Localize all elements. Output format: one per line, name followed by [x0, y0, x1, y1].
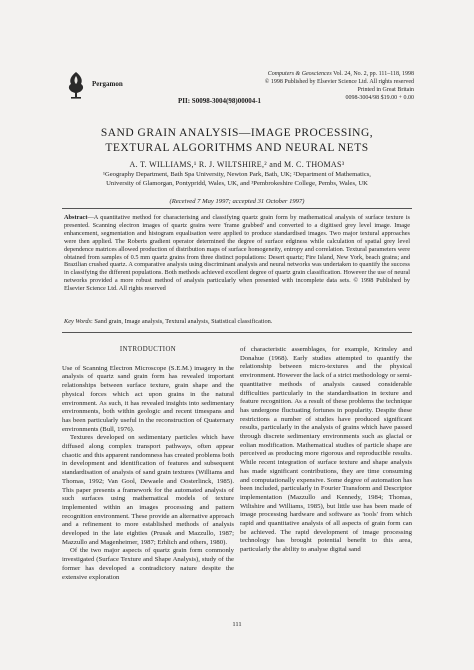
authors: A. T. WILLIAMS,¹ R. J. WILTSHIRE,² and M. C. THOMAS³	[129, 160, 345, 169]
title-line-1: SAND GRAIN ANALYSIS—IMAGE PROCESSING,	[100, 127, 374, 139]
received-dates: (Received 7 May 1997; accepted 31 October 1997)	[169, 198, 305, 205]
abstract-text: —A quantitative method for characterising and classifying quartz grain form by mathematical analysis of surface texture is presented. Scanning electron images of quartz grains were 'frame grabbed' and converted to a digitised grey level image. Image enhancement, segmentation and histogram equalisation were applied to produce standardised images. Two major textural approaches were then applied. The Roberts gradient operator determined the degree of surface edginess while calculation of spatial grey level dependence matrices allowed production of distribution maps of surface homogeneity, entropy and correlation. Textural parameters were obtained from samples of 0.5 mm quartz grains from three distinct populations: Desert quartz; Fire Island, New York, beach grains; and Brazilian crushed quartz. A comparative analysis using discriminant analysis and neural networks was undertaken to quantify the success in classifying the different populations. Both methods achieved excellent degree of quartz grain classification. However the use of neural networks provided a more robust method of analysis particularly when presented with incomplete data sets. © 1998 Published by Elsevier Science Ltd. All rights reserved	[64, 214, 410, 293]
paragraph: of characteristic assemblages, for example, Krinsley and Donahue (1968). Early studies attempted to quantify the relationship between micro-textures and the physical environment. However the lack of a strict methodology or semi-quantitative methods of analysis caused considerable difficulties particularly in the standardisation in texture and feature recognition. As a result of these problems the technique has undergone fluctuating fortunes in popularity. Despite these restrictions a number of studies have produced significant results, particularly in the analysis of grains which have passed through discrete sedimentary environments such as glacial or eolian modification. Mathematical studies of particle shape are perceived as producing more rigorous and reproducible results. While recent integration of surface texture and shape analysis has made significant contributions, they are time consuming and computationally expensive. Some degree of automation has been included, particularly in Fourier Transform and Descriptor implementation (Mazzullo and Kennedy, 1984; Thomas, Wiltshire and Williams, 1985), but little use has been made of image processing hardware and software as 'tools' from which rapid and quantitative analysis of all aspects of grain form can be achieved. The rapid development of image processing technology has brought potential benefit to this area, particularly the ability to analyse digital sand	[240, 346, 412, 554]
abstract-label: Abstract	[64, 214, 88, 221]
page-number: 111	[232, 621, 242, 628]
printed-line: Printed in Great Britain	[357, 87, 414, 93]
body-column-right	[240, 346, 412, 555]
affiliation-line-1: ¹Geography Department, Bath Spa University, Newton Park, Bath, UK; ²Department of Mathematics,	[103, 171, 371, 178]
title-line-2: TEXTURAL ALGORITHMS AND NEURAL NETS	[105, 142, 369, 154]
journal-name: Computers & Geosciences	[267, 71, 332, 77]
keywords-label: Key Words	[64, 318, 91, 325]
paragraph: Textures developed on sedimentary particles which have diffused along complex transport pathways, often appear chaotic and this apparent randomness has created problems both in development and identification of features and subsequent standardisation of analysis of sand grain textures (Williams and Thomas, 1992; Van Gool, Dewaele and Oosterlinck, 1985). This paper presents a framework for the automated analysis of such surfaces using mathematical models of texture implemented within an images processing and pattern recognition environment. These provide an alternative approach and a refinement to more established methods of analysis developed in the late eighties (Prusak and Mazzullo, 1987; Mazzullo and Magenheimer, 1987; Erhlich and others, 1980).	[62, 434, 234, 546]
keywords	[64, 318, 410, 326]
volume-info: Vol. 24, No. 2, pp. 111–118, 1998	[333, 71, 414, 77]
paragraph: Of the two major aspects of quartz grain form commonly investigated (Surface Texture and Shape Analysis), study of the former has developed a contradictory nature despite the extensive exploration	[62, 547, 234, 581]
pergamon-logo-icon	[64, 70, 88, 100]
pii-identifier: PII: S0098-3004(98)00004-1	[178, 97, 262, 105]
copyright-line: © 1998 Published by Elsevier Science Ltd. All rights reserved	[264, 79, 414, 85]
article-title	[40, 126, 434, 156]
abstract	[64, 214, 410, 293]
journal-volume-line	[184, 70, 414, 78]
divider-top	[62, 208, 412, 209]
divider-bottom	[62, 332, 412, 333]
section-heading-introduction: INTRODUCTION	[119, 346, 177, 353]
paragraph: Use of Scanning Electron Microscope (S.E.M.) imagery in the analysis of quartz sand grain form has revealed important relationships between surface texture, grain shape and the physical forces which act upon grains in the natural environment. As such, it has revealed insights into sedimentary environments, both within geologic and recent timespans and has been particularly useful in the reconstruction of Quaternary environments (Bull, 1976).	[62, 364, 234, 433]
publisher-name: Pergamon	[92, 80, 123, 88]
body-column-left	[62, 346, 234, 582]
affiliation-line-2: University of Glamorgan, Pontypridd, Wales, UK, and ³Pembrokeshire College, Pembs, Wales, UK	[106, 179, 368, 187]
keywords-text: : Sand grain, Image analysis, Textural analysis, Statistical classification.	[91, 318, 273, 325]
affiliations	[40, 171, 434, 188]
issn-line: 0098-3004/98 $19.00 + 0.00	[345, 95, 414, 101]
